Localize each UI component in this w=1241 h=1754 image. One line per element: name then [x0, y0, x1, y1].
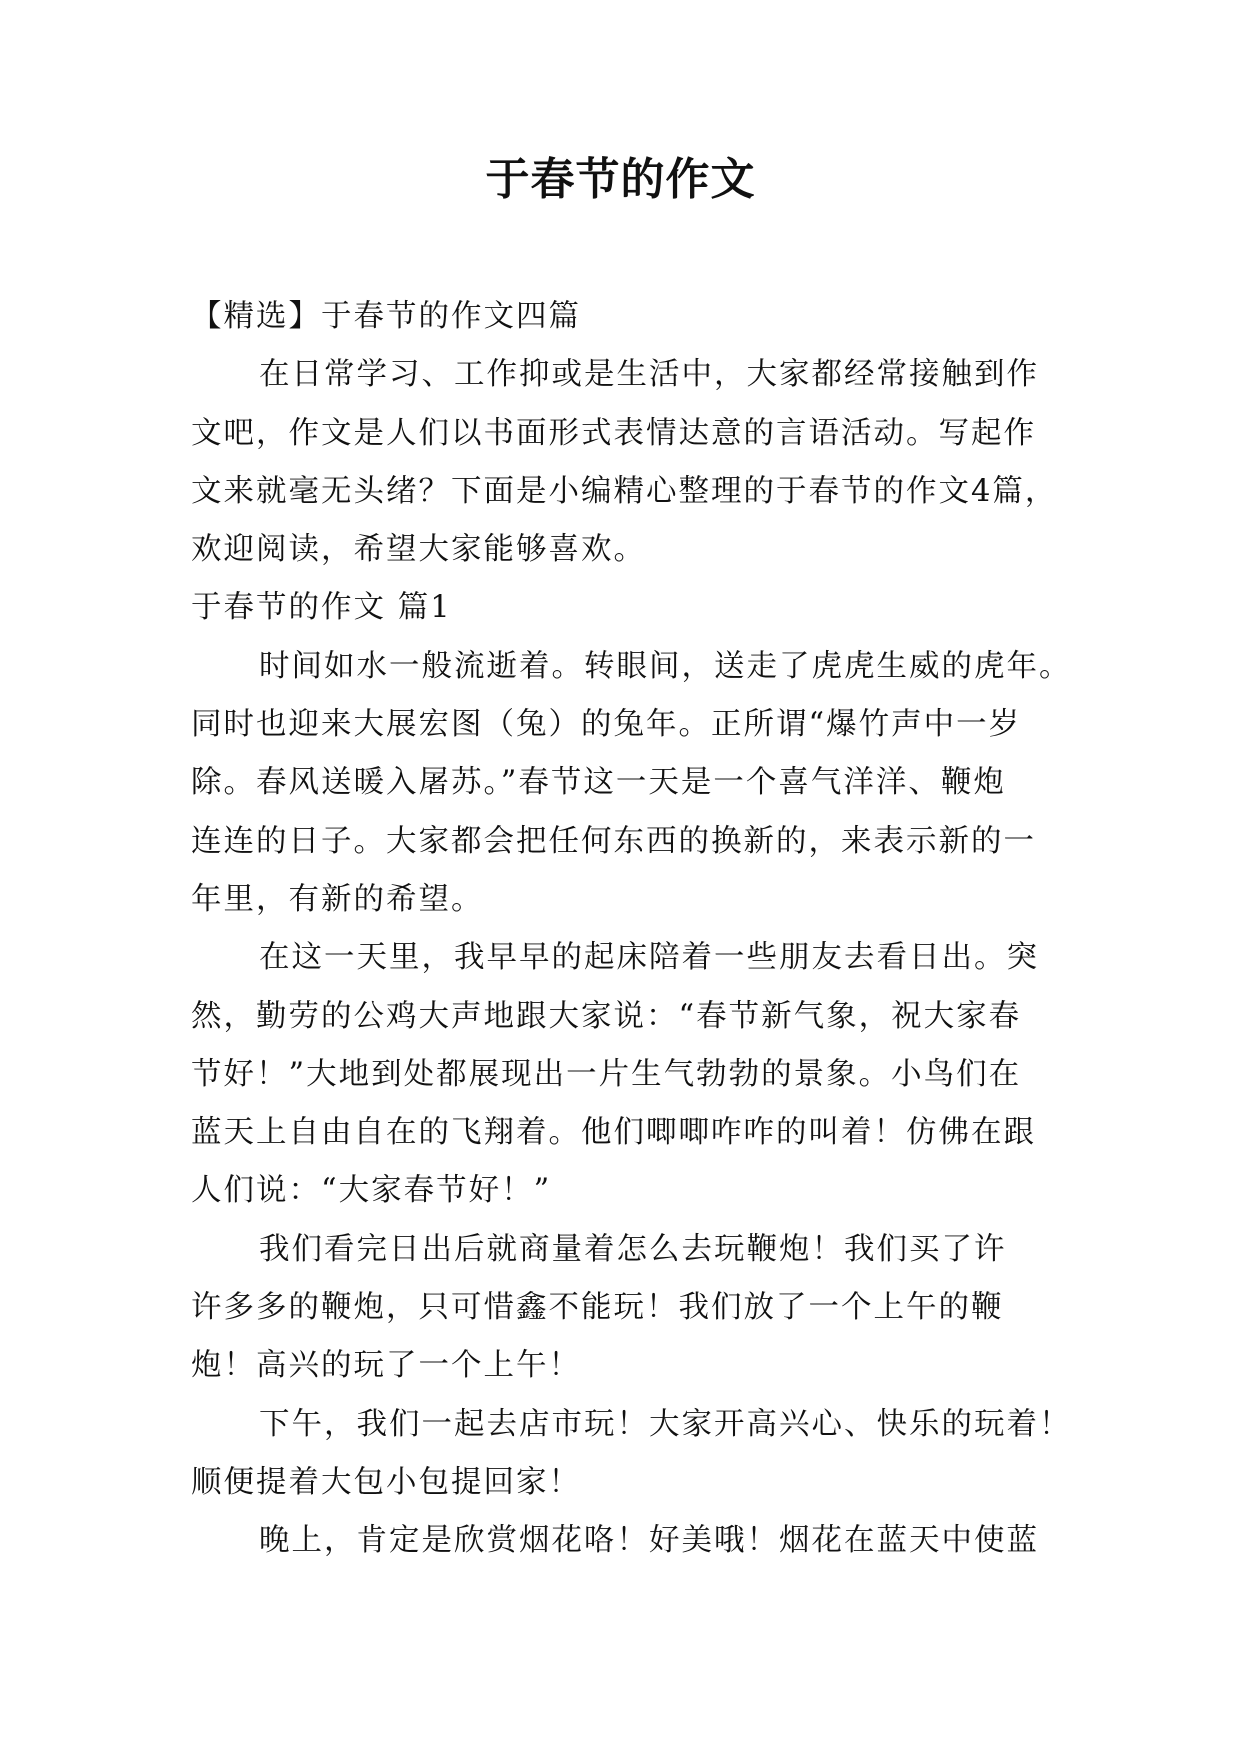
text-line: 许多多的鞭炮，只可惜鑫不能玩！我们放了一个上午的鞭 — [191, 1290, 1004, 1326]
section-heading: 于春节的作文 篇1 — [191, 590, 452, 626]
text-line: 文吧，作文是人们以书面形式表情达意的言语活动。写起作 — [191, 415, 1036, 451]
text-line: 除。春风送暖入屠苏。”春节这一天是一个喜气洋洋、鞭炮 — [191, 765, 1006, 801]
text-line: 连连的日子。大家都会把任何东西的换新的，来表示新的一 — [191, 823, 1036, 859]
text-line: 节好！”大地到处都展现出一片生气勃勃的景象。小鸟们在 — [191, 1056, 1022, 1092]
text-line: 然，勤劳的公鸡大声地跟大家说：“春节新气象，祝大家春 — [191, 998, 1022, 1034]
text-line: 下午，我们一起去店市玩！大家开高兴心、快乐的玩着！ — [259, 1406, 1072, 1442]
text-line: 在这一天里，我早早的起床陪着一些朋友去看日出。突 — [259, 940, 1039, 976]
text-line: 时间如水一般流逝着。转眼间，送走了虎虎生威的虎年。 — [259, 648, 1072, 684]
text-line: 蓝天上自由自在的飞翔着。他们唧唧咋咋的叫着！仿佛在跟 — [191, 1115, 1036, 1151]
text-line: 晚上，肯定是欣赏烟花咯！好美哦！烟花在蓝天中使蓝 — [259, 1523, 1039, 1559]
text-line: 【精选】于春节的作文四篇 — [191, 299, 581, 334]
text-line: 欢迎阅读，希望大家能够喜欢。 — [191, 532, 646, 568]
text-line: 同时也迎来大展宏图（兔）的兔年。正所谓“爆竹声中一岁 — [191, 707, 1022, 743]
text-line: 年里，有新的希望。 — [191, 881, 484, 917]
document-title: 于春节的作文 — [485, 154, 756, 205]
text-line: 炮！高兴的玩了一个上午！ — [191, 1348, 581, 1384]
text-line: 人们说：“大家春节好！” — [191, 1173, 552, 1209]
text-line: 我们看完日出后就商量着怎么去玩鞭炮！我们买了许 — [259, 1231, 1007, 1267]
text-line: 顺便提着大包小包提回家！ — [191, 1464, 581, 1500]
text-line: 文来就毫无头绪？下面是小编精心整理的于春节的作文4篇， — [191, 473, 1058, 509]
document-body — [191, 288, 1072, 1571]
text-line: 在日常学习、工作抑或是生活中，大家都经常接触到作 — [259, 357, 1039, 393]
